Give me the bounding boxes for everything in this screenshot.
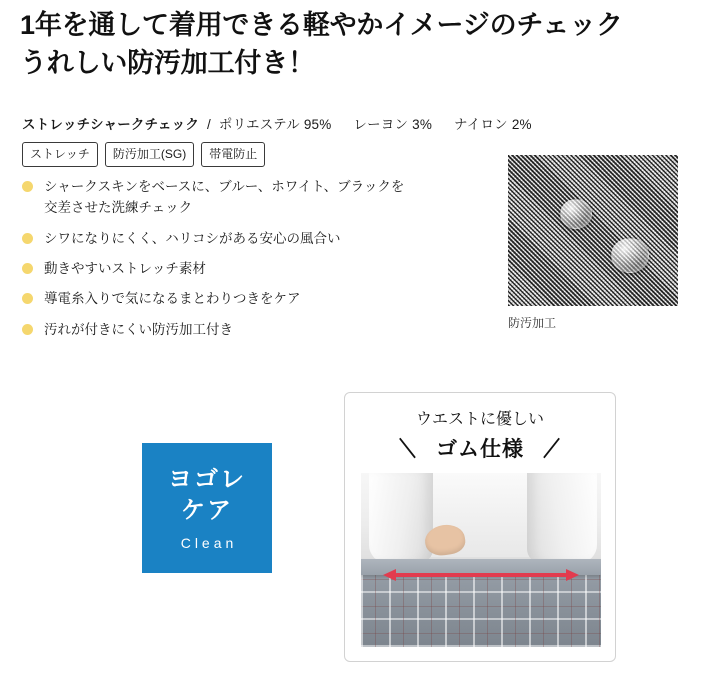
list-item	[22, 288, 492, 309]
right-sleeve	[527, 473, 597, 563]
arrow-head-right	[566, 569, 579, 581]
spec-separator: /	[206, 117, 211, 132]
left-sleeve	[369, 473, 433, 563]
material-item: レーヨン 3%	[353, 117, 433, 132]
clean-logo-line-2: ケア	[181, 496, 233, 524]
bullet-dot-icon	[22, 293, 33, 304]
material-item: ポリエステル 95%	[218, 117, 332, 132]
feature-bullet-list	[22, 176, 492, 340]
stretch-arrow-icon	[383, 569, 579, 581]
bullet-dot-icon	[22, 263, 33, 274]
bullet-dot-icon	[22, 324, 33, 335]
list-item	[22, 319, 492, 340]
material-item: ナイロン 2%	[454, 117, 532, 132]
waist-panel-title: ウエストに優しい	[415, 411, 544, 428]
fabric-name: ストレッチシャークチェック	[22, 117, 200, 132]
water-droplet-icon	[611, 238, 649, 273]
clean-care-logo	[142, 443, 272, 573]
list-item	[22, 258, 492, 279]
swatch-caption: 防汚加工	[508, 316, 557, 330]
stain-resistance-demo	[508, 155, 678, 331]
bullet-dot-icon	[22, 181, 33, 192]
tag-stain-resistant: 防汚加工(SG)	[105, 142, 194, 167]
page-title	[20, 6, 710, 83]
waist-panel-subtitle: ゴム仕様	[436, 438, 524, 461]
tag-antistatic: 帯電防止	[201, 142, 265, 167]
clean-logo-english: Clean	[180, 534, 238, 551]
headline-line-1: 1年を通して着用できる軽やかイメージのチェック	[20, 10, 623, 40]
slash-right-icon: ／	[538, 438, 566, 461]
clean-logo-line-1: ヨゴレ	[168, 466, 246, 494]
list-item-text: シャークスキンをベースに、ブルー、ホワイト、ブラックを	[44, 179, 405, 194]
list-item-text: 導電糸入りで気になるまとわりつきをケア	[44, 291, 301, 307]
list-item-text: シワになりにくく、ハリコシがある安心の風合い	[44, 230, 341, 246]
feature-tag-list	[22, 142, 265, 167]
slash-left-icon: ＼	[394, 438, 422, 461]
list-item	[22, 176, 492, 219]
waist-panel-subtitle-row	[345, 433, 615, 463]
tag-stretch: ストレッチ	[22, 142, 98, 167]
list-item-text-continued: 交差させた洗練チェック	[44, 200, 193, 216]
fabric-spec-line	[22, 113, 550, 133]
elastic-waist-panel	[344, 392, 616, 662]
list-item-text: 汚れが付きにくい防汚加工付き	[44, 321, 233, 337]
bullet-dot-icon	[22, 233, 33, 244]
headline-line-2: うれしい防汚加工付き！	[20, 48, 315, 79]
arrow-bar	[395, 573, 567, 577]
list-item-text: 動きやすいストレッチ素材	[44, 260, 206, 276]
list-item	[22, 228, 492, 249]
waist-photo	[361, 473, 601, 647]
shirt-region	[361, 473, 601, 559]
fabric-closeup-image	[508, 155, 678, 306]
water-droplet-icon	[560, 199, 592, 229]
